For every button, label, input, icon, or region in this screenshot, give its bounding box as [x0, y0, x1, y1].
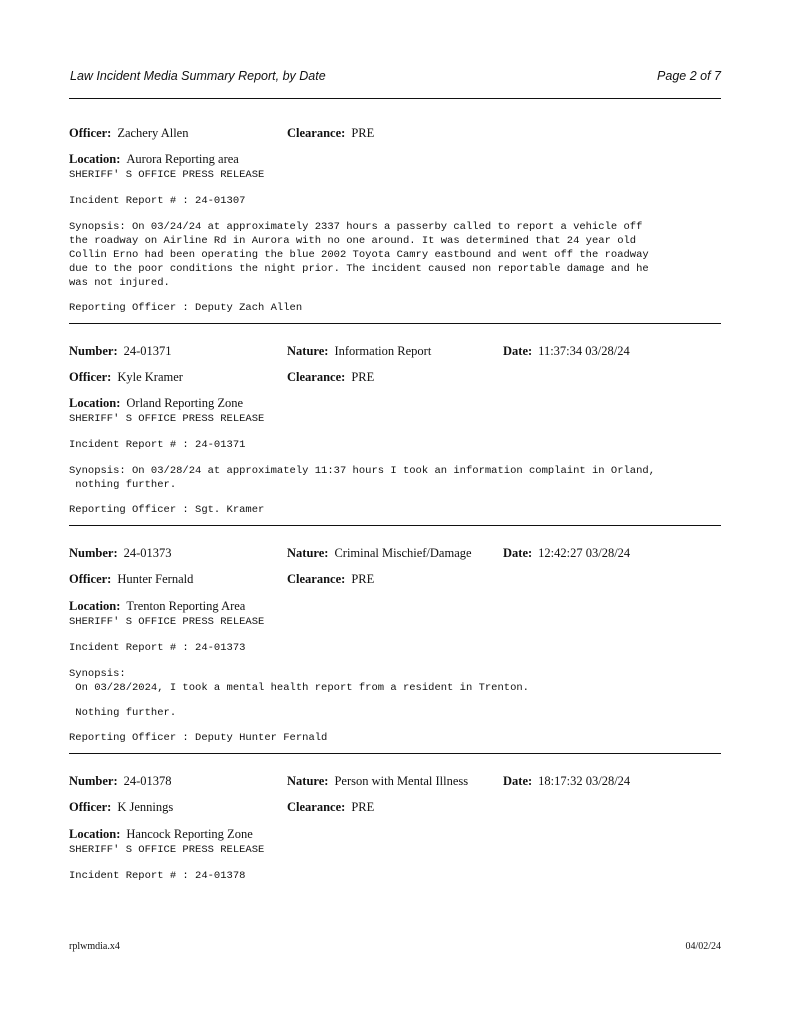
clearance-field: Clearance: PRE [287, 800, 375, 814]
synopsis-text: Synopsis: On 03/24/24 at approximately 2337 hours a passerby called to report a vehicle off the roadway on Airline Rd in Aurora with no one around. It was determined that 24 year old Collin Erno had been operating the blue 2002 Toyota Camry eastbound and went off the roadway due to the poor conditions the night prior. The incident caused non reportable damage and he was not injured. [69, 221, 649, 289]
number-field: Number: 24-01371 [69, 344, 172, 358]
clearance-field: Clearance: PRE [287, 370, 375, 384]
entry-divider [69, 753, 721, 754]
nature-field: Nature: Information Report [287, 344, 432, 358]
location-field: Location: Trenton Reporting Area [69, 599, 246, 613]
number-field: Number: 24-01373 [69, 546, 172, 560]
reporting-officer-line: Reporting Officer : Sgt. Kramer [69, 504, 265, 516]
officer-field: Officer: K Jennings [69, 800, 174, 814]
page-number: Page 2 of 7 [657, 69, 721, 83]
location-field: Location: Orland Reporting Zone [69, 396, 244, 410]
report-title: Law Incident Media Summary Report, by Date [70, 69, 326, 83]
location-field: Location: Aurora Reporting area [69, 152, 239, 166]
incident-report-line: Incident Report # : 24-01373 [69, 642, 246, 654]
entry-divider [69, 525, 721, 526]
number-field: Number: 24-01378 [69, 774, 172, 788]
press-release-line: SHERIFF' S OFFICE PRESS RELEASE [69, 413, 265, 425]
reporting-officer-line: Reporting Officer : Deputy Zach Allen [69, 302, 303, 314]
synopsis-text: Synopsis: On 03/28/2024, I took a mental health report from a resident in Trenton. [69, 668, 529, 694]
nature-field: Nature: Criminal Mischief/Damage [287, 546, 472, 560]
officer-field: Officer: Hunter Fernald [69, 572, 194, 586]
synopsis-text: Synopsis: On 03/28/24 at approximately 11:37 hours I took an information complaint in Orland, nothing further. [69, 465, 655, 491]
date-field: Date: 11:37:34 03/28/24 [503, 344, 630, 358]
synopsis-extra-text: Nothing further. [69, 707, 177, 719]
reporting-officer-line: Reporting Officer : Deputy Hunter Fernald [69, 732, 328, 744]
clearance-field: Clearance: PRE [287, 126, 375, 140]
header-rule [69, 98, 721, 99]
press-release-line: SHERIFF' S OFFICE PRESS RELEASE [69, 616, 265, 628]
officer-field: Officer: Zachery Allen [69, 126, 189, 140]
entry-divider [69, 323, 721, 324]
incident-report-line: Incident Report # : 24-01307 [69, 195, 246, 207]
press-release-line: SHERIFF' S OFFICE PRESS RELEASE [69, 169, 265, 181]
incident-report-line: Incident Report # : 24-01378 [69, 870, 246, 882]
date-field: Date: 12:42:27 03/28/24 [503, 546, 631, 560]
location-field: Location: Hancock Reporting Zone [69, 827, 253, 841]
press-release-line: SHERIFF' S OFFICE PRESS RELEASE [69, 844, 265, 856]
officer-field: Officer: Kyle Kramer [69, 370, 183, 384]
footer-report-code: rplwmdia.x4 [69, 941, 120, 952]
footer-date: 04/02/24 [685, 941, 721, 952]
nature-field: Nature: Person with Mental Illness [287, 774, 469, 788]
incident-report-line: Incident Report # : 24-01371 [69, 439, 246, 451]
date-field: Date: 18:17:32 03/28/24 [503, 774, 631, 788]
clearance-field: Clearance: PRE [287, 572, 375, 586]
